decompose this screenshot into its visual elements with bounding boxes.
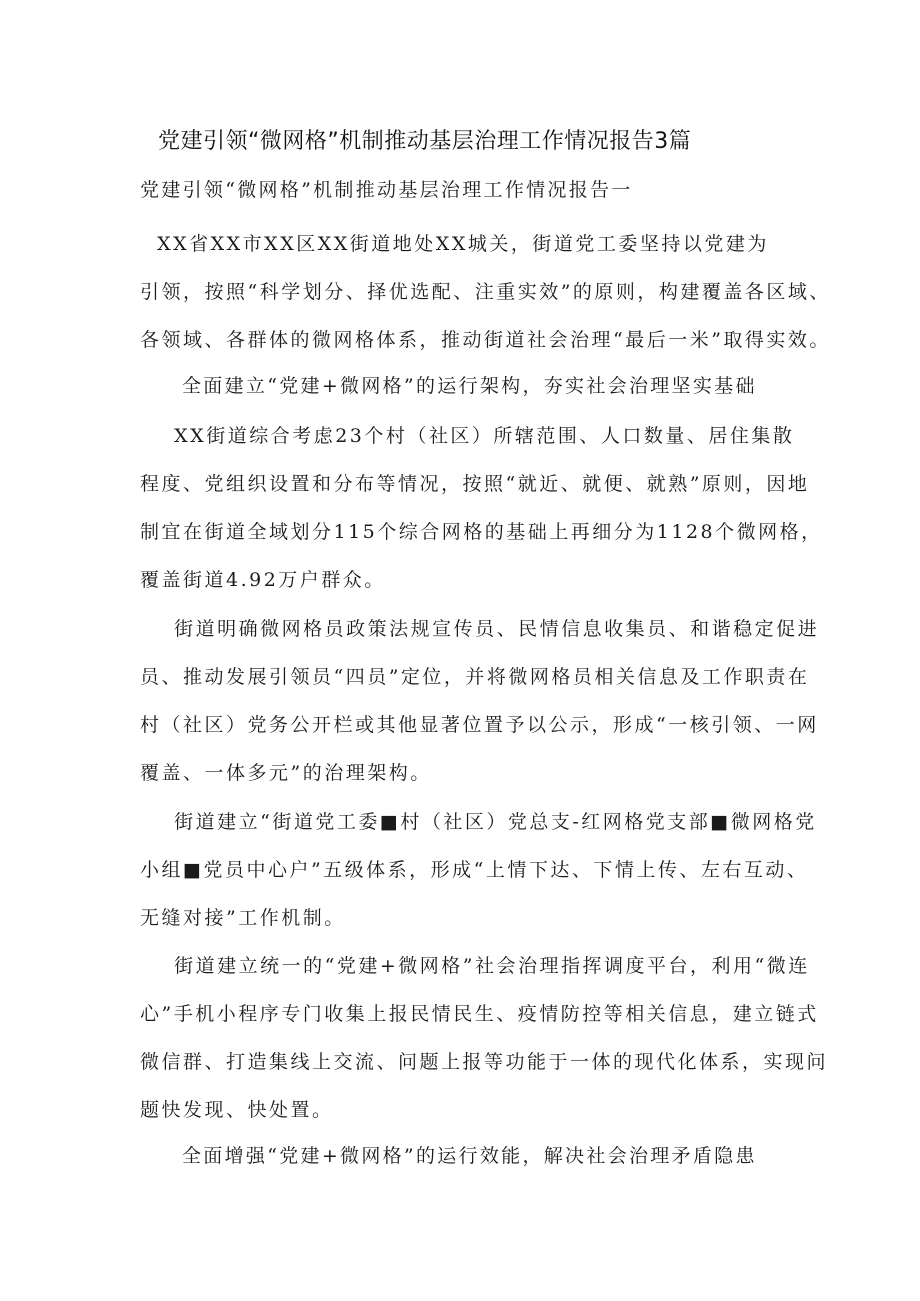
paragraph-line: 村（社区）党务公开栏或其他显著位置予以公示，形成“一核引领、一网 (140, 714, 819, 736)
paragraph-line: 小组■党员中心户”五级体系，形成“上情下达、下情上传、左右互动、 (140, 859, 809, 881)
paragraph-line: 覆盖、一体多元”的治理架构。 (140, 762, 432, 784)
document-title: 党建引领“微网格”机制推动基层治理工作情况报告3篇 (158, 129, 692, 154)
paragraph-grid-roles (140, 605, 820, 797)
report-subtitle: 党建引领“微网格”机制推动基层治理工作情况报告一 (140, 179, 633, 201)
paragraph-line: 题快发现、快处置。 (140, 1099, 334, 1121)
paragraph-grid-division (140, 412, 823, 604)
paragraph-line: 微信群、打造集线上交流、问题上报等功能于一体的现代化体系，实现问 (140, 1051, 829, 1073)
paragraph-line: 街道明确微网格员政策法规宣传员、民情信息收集员、和谐稳定促进 (140, 618, 820, 640)
paragraph-five-level-system (140, 798, 817, 942)
section-heading-effectiveness: 全面增强“党建+微网格”的运行效能，解决社会治理矛盾隐患 (182, 1145, 757, 1167)
paragraph-line: XX省XX市XX区XX街道地处XX城关，街道党工委坚持以党建为 (140, 233, 769, 255)
paragraph-line: 引领，按照“科学划分、择优选配、注重实效”的原则，构建覆盖各区域、 (140, 281, 831, 303)
section-heading-architecture: 全面建立“党建+微网格”的运行架构，夯实社会治理坚实基础 (182, 375, 757, 397)
paragraph-intro (140, 220, 831, 364)
paragraph-line: 心”手机小程序专门收集上报民情民生、疫情防控等相关信息，建立链式 (140, 1003, 819, 1025)
paragraph-line: 各领域、各群体的微网格体系，推动街道社会治理“最后一米”取得实效。 (140, 329, 831, 351)
paragraph-line: 覆盖街道4.92万户群众。 (140, 569, 386, 591)
paragraph-line: 员、推动发展引领员“四员”定位，并将微网格员相关信息及工作职责在 (140, 666, 810, 688)
paragraph-line: XX街道综合考虑23个村（社区）所辖范围、人口数量、居住集散 (140, 425, 795, 447)
paragraph-line: 程度、党组织设置和分布等情况，按照“就近、就便、就熟”原则，因地 (140, 473, 810, 495)
paragraph-dispatch-platform (140, 942, 829, 1134)
paragraph-line: 制宜在街道全域划分115个综合网格的基础上再细分为1128个微网格， (140, 521, 823, 543)
paragraph-line: 街道建立“街道党工委■村（社区）党总支-红网格党支部■微网格党 (140, 811, 817, 833)
paragraph-line: 无缝对接”工作机制。 (140, 907, 346, 929)
paragraph-line: 街道建立统一的“党建+微网格”社会治理指挥调度平台，利用“微连 (140, 955, 810, 977)
